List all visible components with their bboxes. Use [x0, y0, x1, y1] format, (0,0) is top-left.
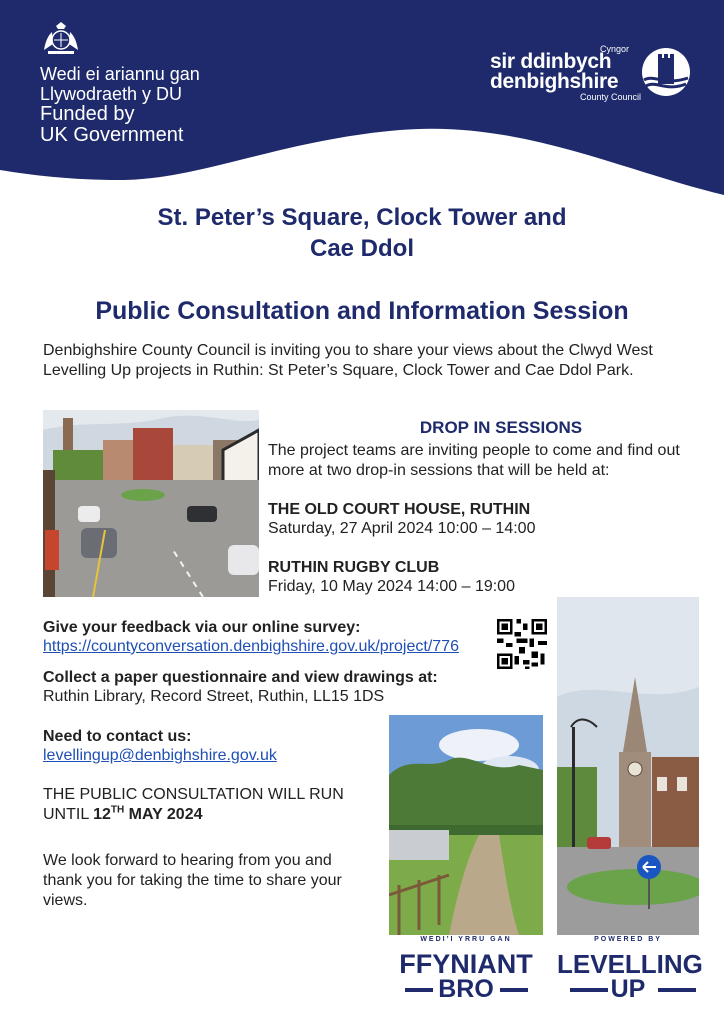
session-2-venue: RUTHIN RUGBY CLUB	[268, 559, 440, 576]
castle-emblem-icon	[640, 46, 692, 98]
deadline-prefix: UNTIL	[43, 806, 94, 823]
ffyniant-line-2: BRO	[438, 975, 494, 1003]
survey-link[interactable]: https://countyconversation.denbighshire.gov.uk/project/776	[43, 638, 459, 655]
feedback-heading: Give your feedback via our online survey:	[43, 619, 361, 636]
council-name-english: denbighshire	[490, 70, 619, 93]
library-address: Ruthin Library, Record Street, Ruthin, LL15 1DS	[43, 688, 385, 705]
ffyniant-line-1: FFYNIANT	[399, 949, 533, 979]
deadline-day: 12	[93, 806, 111, 823]
gov-line-3: Funded by	[40, 103, 135, 125]
deadline-month-year: MAY 2024	[124, 806, 203, 823]
deadline-day-suffix: TH	[110, 804, 125, 816]
gov-line-2: Llywodraeth y DU	[40, 84, 183, 104]
session-1-time: Saturday, 27 April 2024 10:00 – 14:00	[268, 520, 536, 537]
gov-line-4: UK Government	[40, 124, 184, 146]
deadline-line-1: THE PUBLIC CONSULTATION WILL RUN	[43, 786, 344, 803]
session-1-venue: THE OLD COURT HOUSE, RUTHIN	[268, 501, 531, 518]
contact-heading: Need to contact us:	[43, 728, 192, 745]
clock-tower-photo	[557, 597, 699, 935]
ruthin-square-photo	[43, 410, 259, 597]
session-2-time: Friday, 10 May 2024 14:00 – 19:00	[268, 578, 515, 595]
deadline-line-2	[43, 805, 203, 825]
page-subtitle: Public Consultation and Information Session	[95, 297, 629, 325]
closing-paragraph: We look forward to hearing from you and thank you for taking the time to share your views.	[43, 852, 342, 909]
council-cygnor: Cyngor	[600, 44, 630, 54]
qr-code-icon[interactable]	[495, 617, 549, 671]
council-name-welsh: sir ddinbych	[490, 50, 612, 73]
government-funding-text	[40, 64, 200, 146]
levelling-line-2: UP	[610, 975, 646, 1003]
council-logo	[490, 44, 695, 104]
gov-line-1: Wedi ei ariannu gan	[40, 64, 200, 84]
page-title-line-1: St. Peter’s Square, Clock Tower and	[157, 204, 567, 231]
drop-in-heading: DROP IN SESSIONS	[419, 418, 583, 437]
drop-in-description: The project teams are inviting people to come and find out more at two drop-in sessions that will be held at:	[268, 442, 680, 479]
royal-crest-icon	[40, 20, 82, 58]
council-county-council: County Council	[580, 92, 642, 102]
ffyniant-small-text: WEDI’I YRRU GAN	[420, 936, 512, 943]
levelling-line-1: LEVELLING	[557, 949, 703, 979]
paper-heading: Collect a paper questionnaire and view drawings at:	[43, 669, 438, 686]
page-title-line-2: Cae Ddol	[309, 235, 414, 262]
cae-ddol-park-photo	[389, 715, 543, 935]
intro-paragraph: Denbighshire County Council is inviting you to share your views about the Clwyd West Levelling Up projects in Ruthin: St Peter’s Square, Clock Tower and Cae Ddol Park.	[43, 342, 653, 379]
levelling-small-text: POWERED BY	[594, 936, 662, 943]
contact-email-link[interactable]: levellingup@denbighshire.gov.uk	[43, 747, 277, 764]
